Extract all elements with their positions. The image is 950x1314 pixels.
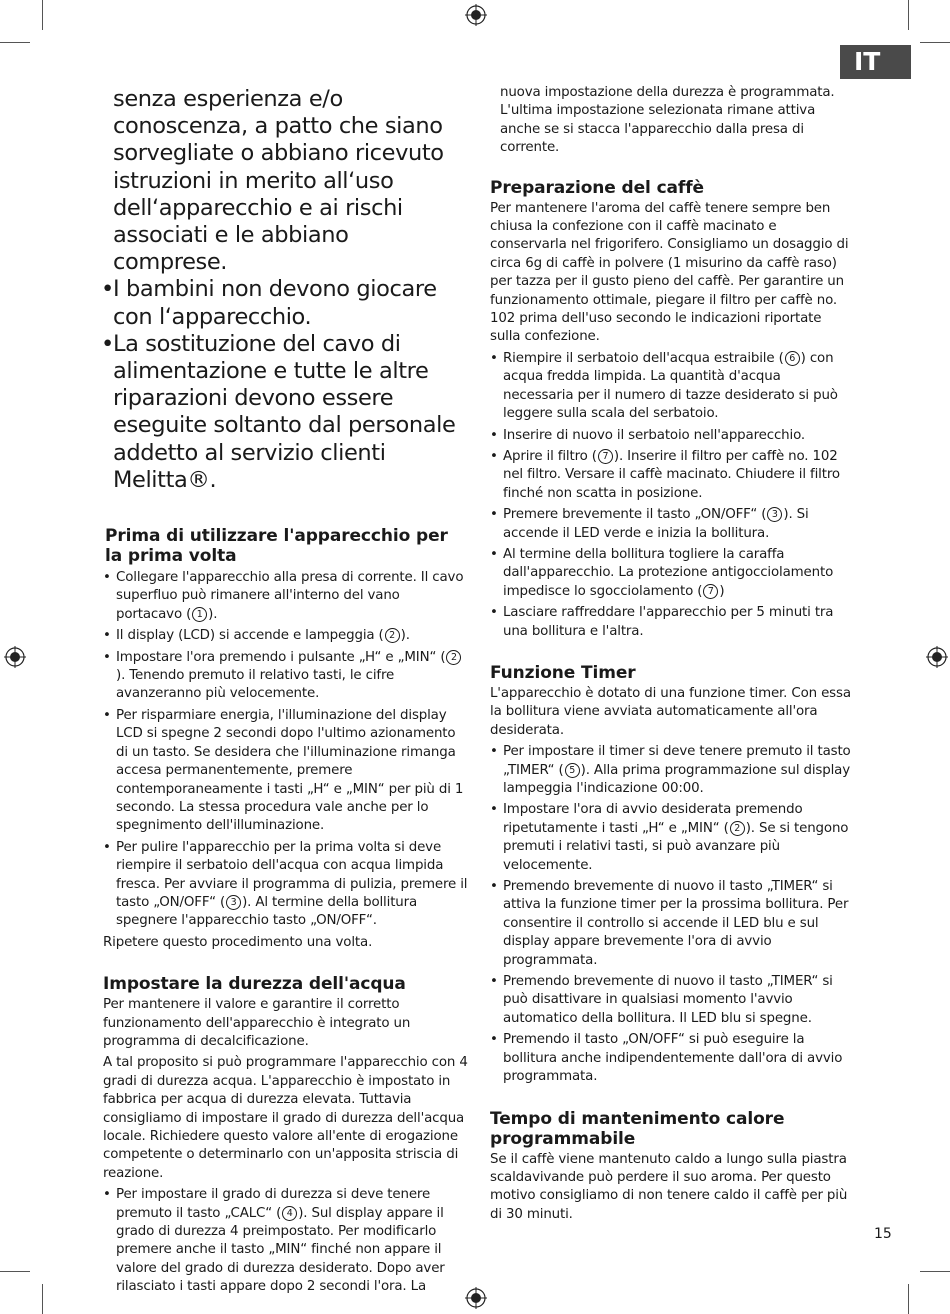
- crop-mark: [42, 0, 43, 30]
- section-title: Tempo di mantenimento calore programmabile: [490, 1108, 785, 1149]
- intro-continuation: senza esperienza e/o conoscenza, a patto che siano sorvegliate o abbiano ricevuto istruzioni in merito all‘uso dell‘apparecchio e ai rischi associati e le abbiano comprese.: [113, 86, 444, 276]
- safety-notes: [103, 86, 468, 494]
- page-number: 15: [874, 1226, 892, 1242]
- section-water-hardness: [103, 974, 468, 1297]
- list-item: • Premendo brevemente di nuovo il tasto „TIMER“ si attiva la funzione timer per la prossima bollitura. Per consentire il controllo si accende il LED blu e sul display appare brevemente l'ora di avvio programmata.: [490, 878, 855, 970]
- ref-number: 7: [598, 449, 613, 464]
- section-first-use: [103, 526, 468, 952]
- list-item: • Impostare l'ora di avvio desiderata premendo ripetutamente i tasti „H“ e „MIN“ ( 2 ). Se si tengono premuti i relativi tasti, si può avanzare più velocemente.: [490, 801, 855, 875]
- section-timer: [490, 663, 855, 1087]
- paragraph: A tal proposito si può programmare l'apparecchio con 4 gradi di durezza acqua. L'apparecchio è impostato in fabbrica per acqua di durezza elevata. Tuttavia consigliamo di impostare il grado di durezza dell'acqua locale. Richiedere questo valore all'ente di erogazione competente o determinarlo con un'apposita striscia di reazione.: [103, 1055, 468, 1181]
- section-title: Impostare la durezza dell'acqua: [103, 974, 406, 995]
- list-item: • Aprire il filtro ( 7 ). Inserire il filtro per caffè no. 102 nel filtro. Versare il caffè macinato. Chiudere il filtro finché non scatta in posizione.: [490, 448, 855, 503]
- ref-number: 6: [785, 351, 800, 366]
- right-column: [490, 84, 855, 1224]
- list-item: • Riempire il serbatoio dell'acqua estraibile ( 6 ) con acqua fredda limpida. La quantità d'acqua necessaria per il numero di tazze desiderato si può leggere sulla scala del serbatoio.: [490, 350, 855, 424]
- section-title: Prima di utilizzare l'apparecchio per la prima volta: [105, 526, 448, 567]
- registration-mark-icon: [465, 4, 487, 26]
- section-title: Preparazione del caffè: [490, 177, 704, 198]
- ref-number: 2: [730, 821, 745, 836]
- ref-number: 7: [703, 584, 718, 599]
- bullet-list: [490, 350, 855, 641]
- crop-mark: [920, 1271, 950, 1272]
- section-title: Funzione Timer: [490, 662, 636, 683]
- crop-mark: [908, 1284, 909, 1314]
- paragraph: Se il caffè viene mantenuto caldo a lungo sulla piastra scaldavivande può perdere il suo aroma. Per questo motivo consigliamo di non tenere caldo il caffè per più di 30 minuti.: [490, 1151, 848, 1222]
- list-item: • Per impostare il timer si deve tenere premuto il tasto „TIMER“ ( 5 ). Alla prima programmazione sul display lampeggia l'indicazione 00:00.: [490, 743, 855, 798]
- crop-mark: [920, 42, 950, 43]
- ref-number: 2: [385, 628, 400, 643]
- list-item: • Lasciare raffreddare l'apparecchio per 5 minuti tra una bollitura e l'altra.: [490, 604, 855, 641]
- hardness-continuation: nuova impostazione della durezza è programmata. L'ultima impostazione selezionata rimane attiva anche se si stacca l'apparecchio dalla presa di corrente.: [500, 85, 835, 156]
- list-item: • Al termine della bollitura togliere la caraffa dall'apparecchio. La protezione antigocciolamento impedisce lo sgocciolamento ( 7 ): [490, 546, 855, 601]
- bullet-list: [103, 569, 468, 931]
- list-item: • Impostare l'ora premendo i pulsante „H“ e „MIN“ ( 2). Tenendo premuto il relativo tasti, le cifre avanzeranno più velocemente.: [103, 649, 468, 704]
- paragraph: L'apparecchio è dotato di una funzione timer. Con essa la bollitura viene avviata automaticamente all'ora desiderata.: [490, 685, 851, 738]
- list-item: • Il display (LCD) si accende e lampeggia ( 2 ).: [103, 627, 468, 645]
- list-item: • Per pulire l'apparecchio per la prima volta si deve riempire il serbatoio dell'acqua con acqua limpida fresca. Per avviare il programma di pulizia, premere il tasto „ON/OFF“ ( 3 ). Al termine della bollitura spegnere l'apparecchio tasto „ON/OFF“.: [103, 839, 468, 931]
- registration-mark-icon: [4, 646, 26, 668]
- ref-number: 1: [192, 607, 207, 622]
- crop-mark: [42, 1284, 43, 1314]
- bullet-list: [490, 743, 855, 1086]
- list-item: • Premere brevemente il tasto „ON/OFF“ ( 3 ). Si accende il LED verde e inizia la bollitura.: [490, 506, 855, 543]
- section-coffee-prep: [490, 178, 855, 641]
- list-item: • Premendo brevemente di nuovo il tasto „TIMER“ si può disattivare in qualsiasi momento l'avvio automatico della bollitura. Il LED blu si spegne.: [490, 973, 855, 1028]
- list-item: • Inserire di nuovo il serbatoio nell'apparecchio.: [490, 427, 855, 445]
- ref-number: 3: [226, 895, 241, 910]
- paragraph: Per mantenere l'aroma del caffè tenere sempre ben chiusa la confezione con il caffè macinato e conservarla nel frigorifero. Consigliamo un dosaggio di circa 6g di caffè in polvere (1 misurino da caffè raso) per tazza per il gusto pieno del caffè. Per garantire un funzionamento ottimale, piegare il filtro per caffè no. 102 prima dell'uso secondo le indicazioni riportate sulla confezione.: [490, 200, 849, 345]
- left-column: [103, 86, 468, 1297]
- big-bullet: • La sostituzione del cavo di alimentazione e tutte le altre riparazioni devono essere eseguite soltanto dal personale addetto al servizio clienti Melitta®.: [101, 330, 456, 493]
- paragraph: Ripetere questo procedimento una volta.: [103, 934, 373, 950]
- big-bullet: • I bambini non devono giocare con l‘apparecchio.: [101, 276, 437, 330]
- language-tab: IT: [840, 45, 911, 79]
- list-item: • Collegare l'apparecchio alla presa di corrente. Il cavo superfluo può rimanere all'interno del vano portacavo ( 1 ).: [103, 569, 468, 624]
- section-keep-warm: [490, 1109, 855, 1225]
- ref-number: 2: [446, 650, 461, 665]
- paragraph: Per mantenere il valore e garantire il corretto funzionamento dell'apparecchio è integrato un programma di decalcificazione.: [103, 997, 411, 1049]
- crop-mark: [0, 1271, 30, 1272]
- ref-number: 4: [282, 1206, 297, 1221]
- ref-number: 5: [565, 763, 580, 778]
- registration-mark-icon: [465, 1287, 487, 1309]
- ref-number: 3: [767, 507, 782, 522]
- list-item: • Per risparmiare energia, l'illuminazione del display LCD si spegne 2 secondi dopo l'ultimo azionamento di un tasto. Se desidera che l'illuminazione rimanga accesa permanentemente, premere contemporaneamente i tasti „H“ e „MIN“ per più di 1 secondo. La stessa procedura vale anche per lo spegnimento dell'illuminazione.: [103, 707, 468, 836]
- list-item: • Per impostare il grado di durezza si deve tenere premuto il tasto „CALC“ ( 4 ). Sul display appare il grado di durezza 4 preimpostato. Per modificarlo premere anche il tasto „MIN“ finché non appare il valore del grado di durezza desiderato. Dopo aver rilasciato i tasti appare dopo 2 secondi l'ora. La: [103, 1186, 468, 1296]
- crop-mark: [908, 0, 909, 30]
- bullet-list: [103, 1186, 468, 1296]
- list-item: • Premendo il tasto „ON/OFF“ si può eseguire la bollitura anche indipendentemente dall'ora di avvio programmata.: [490, 1031, 855, 1086]
- registration-mark-icon: [926, 646, 948, 668]
- crop-mark: [0, 42, 30, 43]
